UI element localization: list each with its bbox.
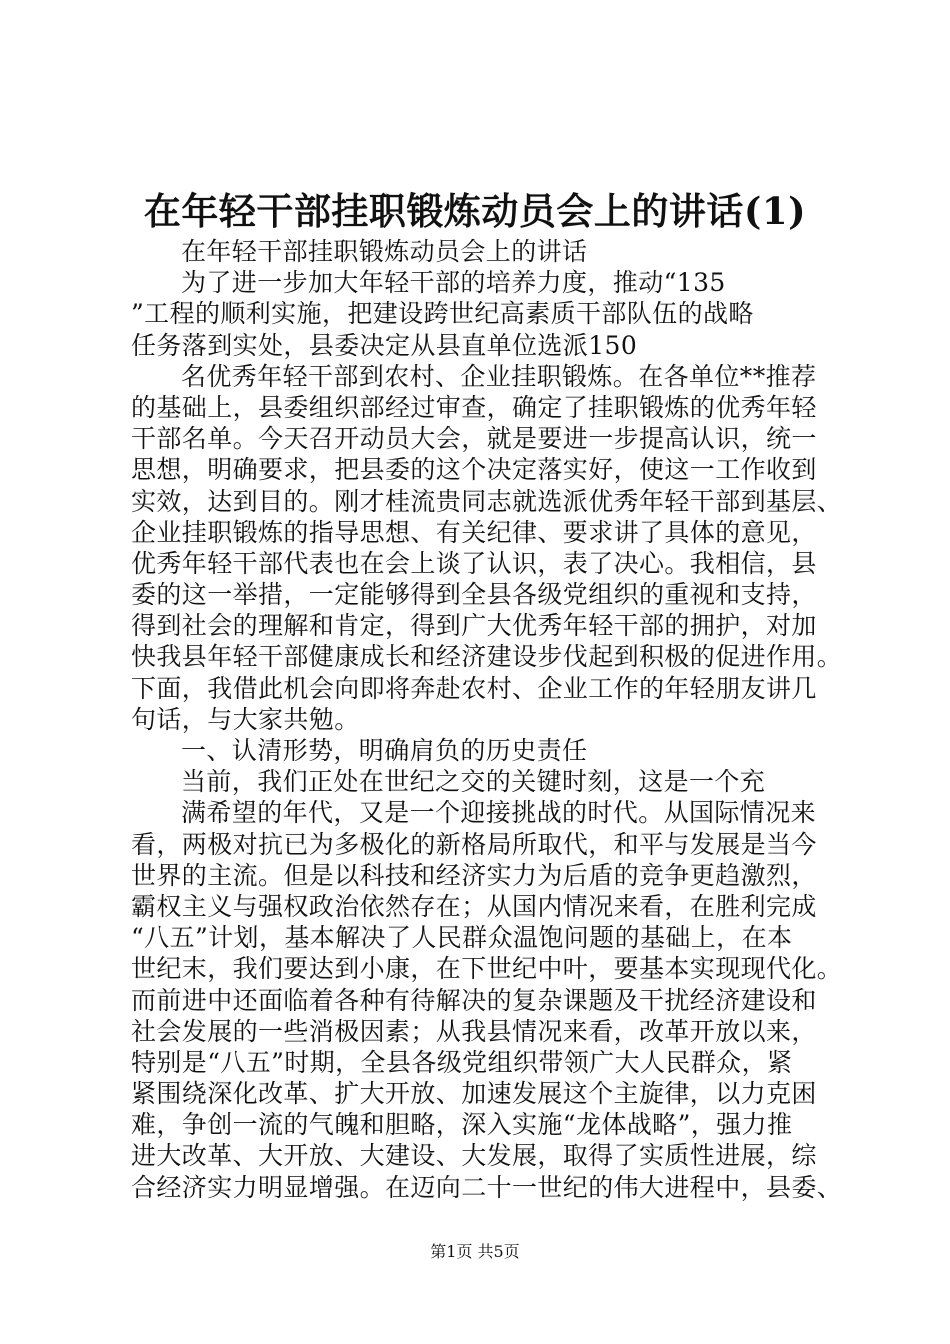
body-line: 社会发展的一些消极因素；从我县情况来看，改革开放以来， bbox=[131, 1016, 817, 1046]
body-line: “八五”计划，基本解决了人民群众温饱问题的基础上，在本 bbox=[131, 923, 793, 953]
body-line: 的基础上，县委组织部经过审查，确定了挂职锻炼的优秀年轻 bbox=[131, 392, 817, 422]
body-line: 名优秀年轻干部到农村、企业挂职锻炼。在各单位**推荐 bbox=[181, 361, 817, 391]
body-line: 为了进一步加大年轻干部的培养力度，推动“135 bbox=[181, 268, 726, 298]
body-line: 当前，我们正处在世纪之交的关键时刻，这是一个充 bbox=[181, 767, 766, 797]
body-line: 任务落到实处，县委决定从县直单位选派150 bbox=[131, 330, 638, 360]
body-line: 紧围绕深化改革、扩大开放、加速发展这个主旋律，以力克困 bbox=[131, 1079, 817, 1109]
body-line: 霸权主义与强权政治依然存在；从国内情况来看，在胜利完成 bbox=[131, 891, 817, 921]
body-line: 难，争创一流的气魄和胆略，深入实施“龙体战略”，强力推 bbox=[131, 1110, 793, 1140]
document-body bbox=[131, 236, 851, 1203]
body-line: 合经济实力明显增强。在迈向二十一世纪的伟大进程中，县委、 bbox=[131, 1172, 843, 1202]
body-line: 世界的主流。但是以科技和经济实力为后盾的竞争更趋激烈， bbox=[131, 860, 817, 890]
body-line: 思想，明确要求，把县委的这个决定落实好，使这一工作收到 bbox=[131, 455, 817, 485]
body-line: 特别是“八五”时期，全县各级党组织带领广大人民群众，紧 bbox=[131, 1047, 793, 1077]
body-line: 优秀年轻干部代表也在会上谈了认识，表了决心。我相信，县 bbox=[131, 548, 817, 578]
body-line: 实效，达到目的。刚才桂流贵同志就选派优秀年轻干部到基层、 bbox=[131, 486, 843, 516]
body-line: 而前进中还面临着各种有待解决的复杂课题及干扰经济建设和 bbox=[131, 985, 817, 1015]
body-line: 干部名单。今天召开动员大会，就是要进一步提高认识，统一 bbox=[131, 424, 817, 454]
document-title: 在年轻干部挂职锻炼动员会上的讲话(1) bbox=[143, 189, 807, 233]
body-line: 委的这一举措，一定能够得到全县各级党组织的重视和支持， bbox=[131, 580, 817, 610]
body-line: 进大改革、大开放、大建设、大发展，取得了实质性进展，综 bbox=[131, 1141, 817, 1171]
body-line: 看，两极对抗已为多极化的新格局所取代，和平与发展是当今 bbox=[131, 829, 817, 859]
body-line: 满希望的年代，又是一个迎接挑战的时代。从国际情况来 bbox=[181, 798, 817, 828]
body-line: 句话，与大家共勉。 bbox=[131, 704, 360, 734]
section-heading: 一、认清形势，明确肩负的历史责任 bbox=[181, 736, 588, 765]
body-line: 在年轻干部挂职锻炼动员会上的讲话 bbox=[181, 237, 588, 266]
body-line: 得到社会的理解和肯定，得到广大优秀年轻干部的拥护，对加 bbox=[131, 611, 817, 641]
body-line: 企业挂职锻炼的指导思想、有关纪律、要求讲了具体的意见， bbox=[131, 517, 817, 547]
page-number-footer: 第1页 共5页 bbox=[430, 1242, 520, 1261]
body-line: 快我县年轻干部健康成长和经济建设步伐起到积极的促进作用。 bbox=[131, 642, 843, 672]
body-line: 下面，我借此机会向即将奔赴农村、企业工作的年轻朋友讲几 bbox=[131, 673, 817, 703]
body-line: ”工程的顺利实施，把建设跨世纪高素质干部队伍的战略 bbox=[131, 299, 754, 329]
body-line: 世纪末，我们要达到小康，在下世纪中叶，要基本实现现代化。 bbox=[131, 954, 843, 984]
